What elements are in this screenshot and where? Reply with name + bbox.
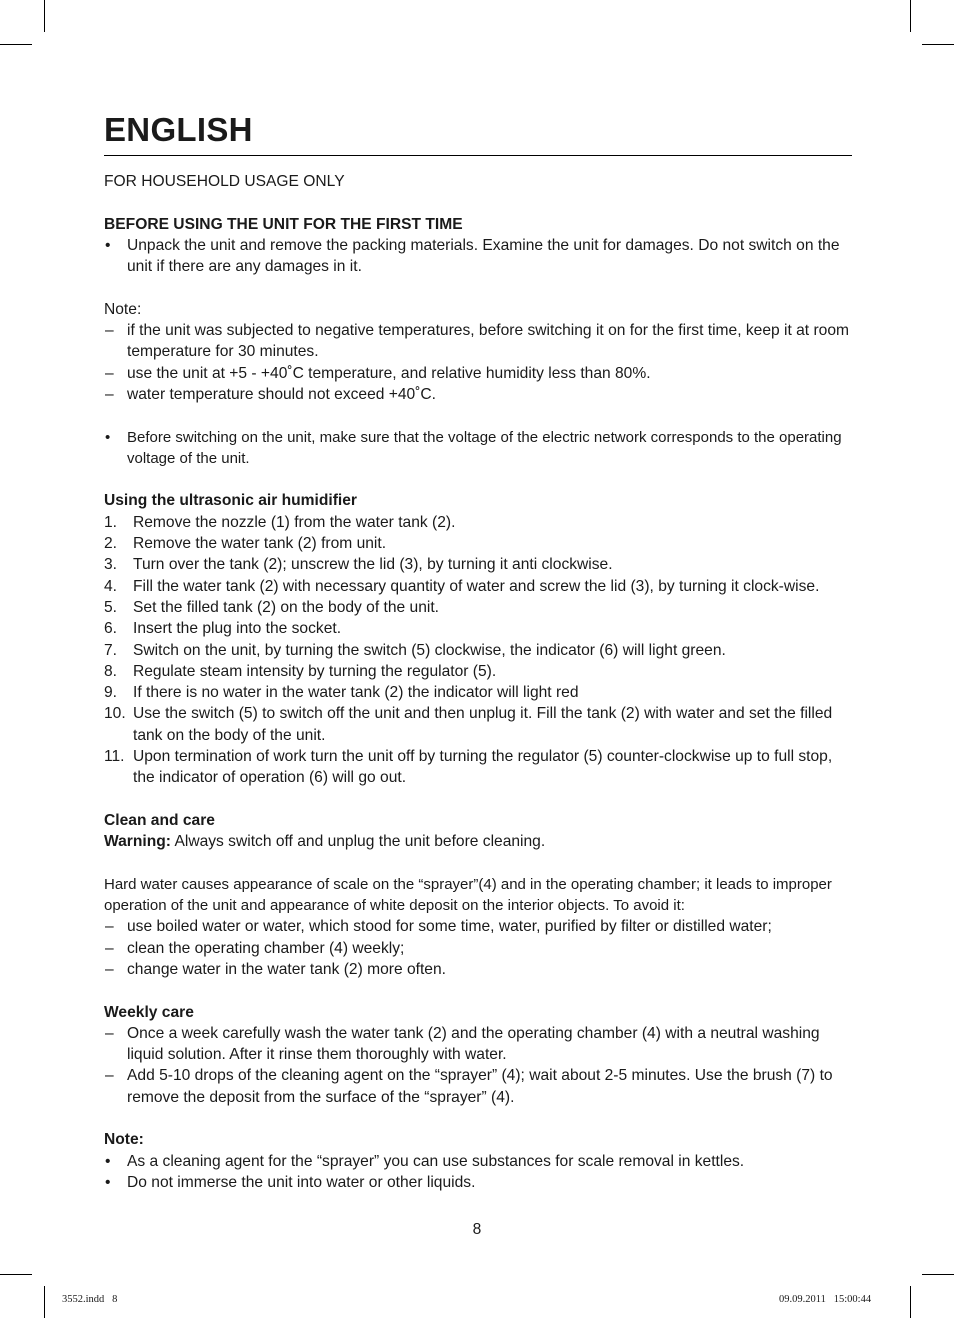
step-text: Upon termination of work turn the unit off by turning the regulator (5) counter-clockwise up to full stop, the indicator of operation (6) will go out.: [133, 748, 833, 787]
list-item: [104, 1023, 852, 1066]
list-item-text: use boiled water or water, which stood for some time, water, purified by filter or distilled water;: [127, 918, 772, 936]
step-text: Fill the water tank (2) with necessary quantity of water and screw the lid (3), by turning it clock-wise.: [133, 577, 820, 595]
list-item-text: Unpack the unit and remove the packing materials. Examine the unit for damages. Do not switch on the unit if there are any damages in it.: [127, 236, 840, 276]
crop-mark: [922, 1274, 954, 1275]
list-item-text: clean the operating chamber (4) weekly;: [127, 939, 405, 957]
step-item: [104, 533, 852, 554]
step-item: [104, 576, 852, 597]
dash-marker: –: [105, 939, 114, 957]
step-item: [104, 597, 852, 618]
list-item-text: water temperature should not exceed +40˚C.: [127, 385, 437, 403]
warning-label: Warning:: [104, 833, 171, 851]
step-number: 1.: [104, 513, 118, 531]
section-heading-clean: Clean and care: [104, 811, 215, 829]
crop-mark: [0, 44, 32, 45]
list-item: [104, 959, 852, 980]
step-text: Use the switch (5) to switch off the unit and then unplug it. Fill the tank (2) with water and set the filled tank on the body of the unit.: [133, 705, 833, 744]
list-item-text: As a cleaning agent for the “sprayer” you can use substances for scale removal in kettles.: [127, 1152, 745, 1170]
dash-marker: –: [105, 1024, 114, 1042]
step-text: Set the filled tank (2) on the body of the unit.: [133, 598, 440, 616]
dash-marker: –: [105, 322, 114, 340]
title-rule: [104, 155, 852, 156]
note-label-bold: Note:: [104, 1131, 144, 1149]
step-number: 7.: [104, 641, 118, 659]
step-number: 6.: [104, 620, 118, 638]
warning-line: [104, 831, 852, 852]
list-item: [104, 1151, 852, 1172]
crop-mark: [910, 1286, 911, 1318]
list-item-text: use the unit at +5 - +40˚C temperature, and relative humidity less than 80%.: [127, 364, 651, 382]
step-text: Remove the water tank (2) from unit.: [133, 535, 387, 553]
document-body: [104, 171, 852, 1193]
list-item: [104, 1065, 852, 1108]
step-number: 5.: [104, 598, 118, 616]
step-number: 9.: [104, 684, 118, 702]
step-number: 3.: [104, 556, 118, 574]
list-item: [104, 384, 852, 405]
step-item: [104, 554, 852, 575]
household-notice: FOR HOUSEHOLD USAGE ONLY: [104, 173, 345, 190]
note-list: [104, 320, 852, 405]
list-item-text: Do not immerse the unit into water or other liquids.: [127, 1173, 476, 1191]
avoid-list: [104, 916, 852, 980]
slug-timestamp: 09.09.2011 15:00:44: [779, 1294, 872, 1305]
list-item-text: change water in the water tank (2) more often.: [127, 960, 446, 978]
step-text: If there is no water in the water tank (2) the indicator will light red: [133, 684, 579, 702]
dash-marker: –: [105, 385, 114, 403]
dash-marker: –: [105, 960, 114, 978]
step-number: 8.: [104, 662, 118, 680]
step-number: 10.: [104, 705, 126, 723]
list-item: [104, 1172, 852, 1193]
list-item-text: Before switching on the unit, make sure that the voltage of the electric network corresponds to the operating voltage of the unit.: [127, 428, 842, 467]
step-text: Regulate steam intensity by turning the regulator (5).: [133, 662, 497, 680]
crop-mark: [922, 44, 954, 45]
list-item: [104, 363, 852, 384]
section-heading-before-use: BEFORE USING THE UNIT FOR THE FIRST TIME: [104, 215, 463, 233]
bullet-marker: •: [105, 1173, 111, 1191]
step-item: [104, 703, 852, 746]
step-item: [104, 512, 852, 533]
list-item: [104, 427, 852, 470]
bullet-marker: •: [105, 236, 111, 254]
step-item: [104, 640, 852, 661]
slug-file-info: 3552.indd 8: [62, 1294, 118, 1305]
section-heading-weekly: Weekly care: [104, 1003, 194, 1021]
section-heading-using: Using the ultrasonic air humidifier: [104, 492, 358, 510]
step-number: 4.: [104, 577, 118, 595]
list-item: [104, 916, 852, 937]
bullet-marker: •: [105, 1152, 111, 1170]
steps-list: [104, 512, 852, 789]
weekly-list: [104, 1023, 852, 1108]
dash-marker: –: [105, 364, 114, 382]
step-text: Switch on the unit, by turning the switch (5) clockwise, the indicator (6) will light green.: [133, 641, 726, 659]
bullet-marker: •: [105, 428, 111, 446]
crop-mark: [44, 1286, 45, 1318]
hard-water-paragraph: Hard water causes appearance of scale on the “sprayer”(4) and in the operating chamber; it leads to improper operation of the unit and appearance of white deposit on the interior objects. To avoid it:: [104, 875, 832, 915]
step-text: Insert the plug into the socket.: [133, 620, 342, 638]
note-label: Note:: [104, 300, 142, 318]
step-item: [104, 746, 852, 789]
list-item-text: if the unit was subjected to negative temperatures, before switching it on for the first time, keep it at room temperature for 30 minutes.: [127, 322, 850, 361]
list-item-text: Add 5-10 drops of the cleaning agent on the “sprayer” (4); wait about 2-5 minutes. Use the brush (7) to remove the deposit from the surface of the “sprayer” (4).: [127, 1067, 833, 1106]
step-number: 2.: [104, 535, 118, 553]
warning-text: Always switch off and unplug the unit before cleaning.: [170, 833, 546, 851]
list-item: [104, 938, 852, 959]
dash-marker: –: [105, 1067, 114, 1085]
list-item: [104, 235, 852, 278]
list-item-text: Once a week carefully wash the water tank (2) and the operating chamber (4) with a neutral washing liquid solution. After it rinse them thoroughly with water.: [127, 1024, 820, 1064]
crop-mark: [0, 1274, 32, 1275]
crop-mark: [910, 0, 911, 32]
list-item: [104, 320, 852, 363]
step-item: [104, 618, 852, 639]
crop-mark: [44, 0, 45, 32]
step-text: Turn over the tank (2); unscrew the lid (3), by turning it anti clockwise.: [133, 556, 613, 574]
step-text: Remove the nozzle (1) from the water tank (2).: [133, 513, 456, 531]
step-item: [104, 661, 852, 682]
dash-marker: –: [105, 918, 114, 936]
step-item: [104, 682, 852, 703]
page-number: 8: [472, 1221, 482, 1238]
note2-list: [104, 1151, 852, 1194]
page-title: ENGLISH: [104, 111, 253, 148]
step-number: 11.: [104, 748, 125, 766]
